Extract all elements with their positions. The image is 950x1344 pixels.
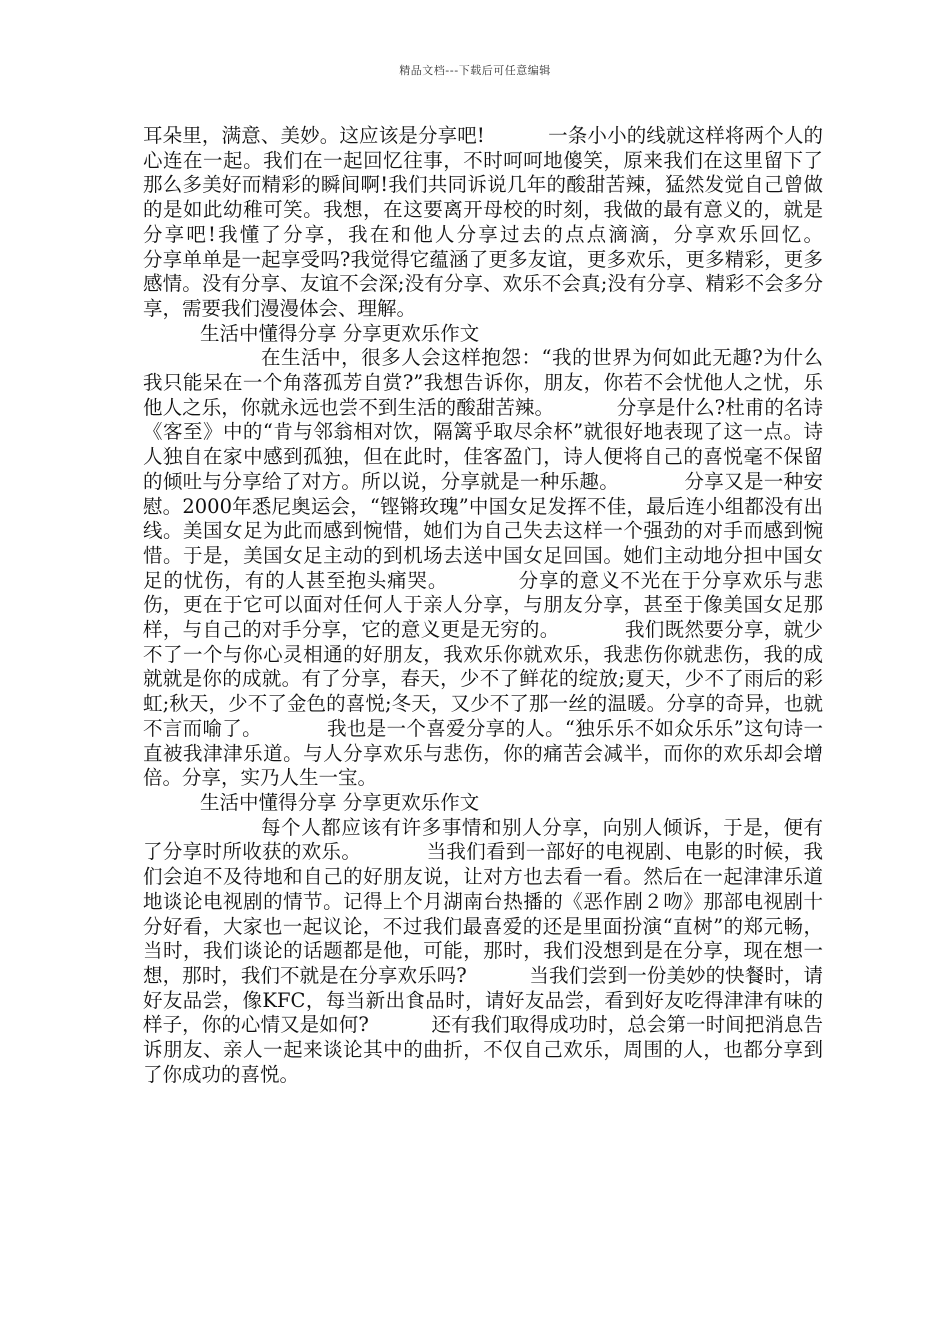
paragraph-essay-one: 在生活中，很多人会这样抱怨：“我的世界为何如此无趣?为什么我只能呆在一个角落孤芳自赏?”我想告诉你，朋友，你若不会忧他人之忧，乐他人之乐，你就永远也尝不到生活的酸甜苦辣。 分享是什么?杜甫的名诗《客至》中的“肯与邻翁相对饮，隔篱乎取尽余杯”就很好地表现了这一点。诗人独自在家中感到孤独，但在此时，佳客盈门，诗人便将自己的喜悦毫不保留的倾吐与分享给了对方。所以说，分享就是一种乐趣。 分享又是一种安慰。2000年悉尼奥运会，“铿锵玫瑰”中国女足发挥不佳，最后连小组都没有出线。美国女足为此而感到惋惜，她们为自己失去这样一个强劲的对手而感到惋惜。于是，美国女足主动的到机场去送中国女足回国。她们主动地分担中国女足的忧伤，有的人甚至抱头痛哭。 分享的意义不光在于分享欢乐与悲伤，更在于它可以面对任何人于亲人分享，与朋友分享，甚至于像美国女足那样，与自己的对手分享，它的意义更是无穷的。 我们既然要分享，就少不了一个与你心灵相通的好朋友，我欢乐你就欢乐，我悲伤你就悲伤，我的成就就是你的成就。有了分享，春天，少不了鲜花的绽放;夏天，少不了雨后的彩虹;秋天，少不了金色的喜悦;冬天，又少不了那一丝的温暖。分享的奇异，也就不言而喻了。 我也是一个喜爱分享的人。“独乐乐不如众乐乐”这句诗一直被我津津乐道。与人分享欢乐与悲伤，你的痛苦会减半，而你的欢乐却会增倍。分享，实乃人生一宝。 xyxy=(143,346,823,790)
document-body xyxy=(143,124,885,1087)
section-heading: 生活中懂得分享 分享更欢乐作文 xyxy=(200,790,480,814)
paragraph-opening: 耳朵里，满意、美妙。这应该是分享吧! 一条小小的线就这样将两个人的心连在一起。我们在一起回忆往事，不时呵呵地傻笑，原来我们在这里留下了那么多美好而精彩的瞬间啊!我们共同诉说几年的酸甜苦辣，猛然发觉自己曾做的是如此幼稚可笑。我想，在这要离开母校的时刻，我做的最有意义的，就是分享吧!我懂了分享，我在和他人分享过去的点点滴滴，分享欢乐回忆。 分享单单是一起享受吗?我觉得它蕴涵了更多友谊，更多欢乐，更多精彩，更多感情。没有分享、友谊不会深;没有分享、欢乐不会真;没有分享、精彩不会多分享，需要我们漫漫体会、理解。 xyxy=(143,124,885,320)
section-heading: 生活中懂得分享 分享更欢乐作文 xyxy=(200,321,480,345)
paragraph-essay-two: 每个人都应该有许多事情和别人分享，向别人倾诉，于是，便有了分享时所收获的欢乐。 当我们看到一部好的电视剧、电影的时候，我们会迫不及待地和自己的好朋友说，让对方也去看一看。然后在一起津津乐道地谈论电视剧的情节。记得上个月湖南台热播的《恶作剧２吻》那部电视剧十分好看，大家也一起议论，不过我们最喜爱的还是里面扮演“直树”的郑元畅，当时，我们谈论的话题都是他，可能，那时，我们没想到是在分享，现在想一想，那时，我们不就是在分享欢乐吗? 当我们尝到一份美妙的快餐时，请好友品尝，像KFC，每当新出食品时，请好友品尝，看到好友吃得津津有味的样子，你的心情又是如何? 还有我们取得成功时，总会第一时间把消息告诉朋友、亲人一起来谈论其中的曲折，不仅自己欢乐，周围的人，也都分享到了你成功的喜悦。 xyxy=(143,815,823,1086)
page-header: 精品文档---下载后可任意编辑 xyxy=(399,64,551,77)
